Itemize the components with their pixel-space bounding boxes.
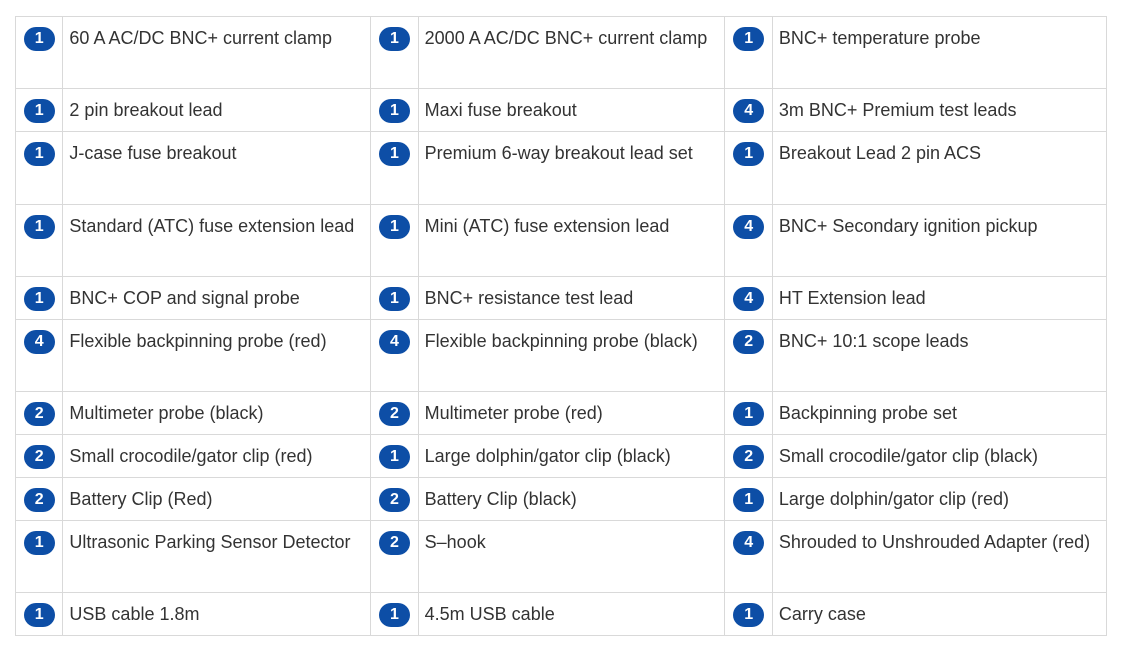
item-label: BNC+ COP and signal probe xyxy=(69,288,300,308)
quantity-cell xyxy=(371,478,418,521)
quantity-cell xyxy=(16,277,63,320)
quantity-cell xyxy=(725,521,772,593)
quantity-cell xyxy=(725,17,772,89)
quantity-badge: 2 xyxy=(24,402,55,426)
item-cell xyxy=(418,132,725,205)
quantity-badge: 1 xyxy=(24,603,55,627)
item-label: Multimeter probe (red) xyxy=(424,403,603,423)
quantity-cell xyxy=(725,89,772,132)
quantity-badge: 1 xyxy=(379,603,410,627)
table-row xyxy=(16,478,1107,521)
item-cell xyxy=(63,89,371,132)
quantity-badge: 4 xyxy=(733,531,764,555)
table-row xyxy=(16,392,1107,435)
quantity-badge: 1 xyxy=(379,215,410,239)
quantity-badge: 1 xyxy=(24,215,55,239)
item-cell xyxy=(63,521,371,593)
item-label: Standard (ATC) fuse extension lead xyxy=(69,216,355,236)
item-cell xyxy=(772,89,1106,132)
quantity-badge: 1 xyxy=(733,603,764,627)
item-cell xyxy=(772,320,1106,392)
table-row xyxy=(16,205,1107,277)
quantity-cell xyxy=(725,320,772,392)
quantity-badge: 2 xyxy=(733,330,764,354)
item-label: 2 pin breakout lead xyxy=(69,100,223,120)
item-cell xyxy=(63,132,371,205)
quantity-cell xyxy=(725,392,772,435)
quantity-cell xyxy=(371,521,418,593)
item-label: BNC+ temperature probe xyxy=(778,28,981,48)
quantity-cell xyxy=(371,17,418,89)
quantity-badge: 1 xyxy=(24,287,55,311)
quantity-cell xyxy=(725,435,772,478)
table-row xyxy=(16,17,1107,89)
item-cell xyxy=(63,435,371,478)
quantity-cell xyxy=(16,392,63,435)
item-label: Large dolphin/gator clip (black) xyxy=(424,446,671,466)
item-label: Large dolphin/gator clip (red) xyxy=(778,489,1010,509)
quantity-cell xyxy=(725,478,772,521)
item-label: 4.5m USB cable xyxy=(424,604,555,624)
quantity-cell xyxy=(371,593,418,636)
quantity-badge: 4 xyxy=(733,215,764,239)
quantity-badge: 2 xyxy=(24,445,55,469)
quantity-badge: 2 xyxy=(379,402,410,426)
item-cell xyxy=(772,17,1106,89)
item-label: BNC+ resistance test lead xyxy=(424,288,634,308)
item-label: Premium 6-way breakout lead set xyxy=(424,143,693,163)
quantity-badge: 1 xyxy=(24,99,55,123)
quantity-cell xyxy=(725,132,772,205)
item-label: J-case fuse breakout xyxy=(69,143,237,163)
quantity-badge: 1 xyxy=(733,488,764,512)
item-cell xyxy=(63,593,371,636)
item-cell xyxy=(418,17,725,89)
quantity-cell xyxy=(725,593,772,636)
item-label: Flexible backpinning probe (red) xyxy=(69,331,327,351)
item-label: Shrouded to Unshrouded Adapter (red) xyxy=(778,532,1091,552)
item-label: BNC+ 10:1 scope leads xyxy=(778,331,969,351)
item-cell xyxy=(418,521,725,593)
quantity-badge: 1 xyxy=(733,402,764,426)
quantity-cell xyxy=(16,320,63,392)
item-cell xyxy=(772,205,1106,277)
quantity-badge: 2 xyxy=(24,488,55,512)
item-cell xyxy=(418,392,725,435)
item-label: HT Extension lead xyxy=(778,288,926,308)
item-cell xyxy=(772,521,1106,593)
kit-contents-table xyxy=(15,16,1107,636)
quantity-cell xyxy=(16,17,63,89)
item-cell xyxy=(63,277,371,320)
item-label: Small crocodile/gator clip (black) xyxy=(778,446,1038,466)
item-label: Maxi fuse breakout xyxy=(424,100,577,120)
quantity-cell xyxy=(371,205,418,277)
quantity-badge: 1 xyxy=(379,27,410,51)
item-label: Flexible backpinning probe (black) xyxy=(424,331,698,351)
item-cell xyxy=(63,17,371,89)
quantity-badge: 1 xyxy=(379,445,410,469)
quantity-badge: 1 xyxy=(733,142,764,166)
quantity-cell xyxy=(16,89,63,132)
table-row xyxy=(16,277,1107,320)
quantity-cell xyxy=(371,89,418,132)
quantity-cell xyxy=(16,132,63,205)
item-label: Battery Clip (black) xyxy=(424,489,577,509)
table-row xyxy=(16,89,1107,132)
table-row xyxy=(16,435,1107,478)
item-label: Small crocodile/gator clip (red) xyxy=(69,446,313,466)
item-label: Breakout Lead 2 pin ACS xyxy=(778,143,982,163)
item-label: 2000 A AC/DC BNC+ current clamp xyxy=(424,28,708,48)
quantity-cell xyxy=(16,478,63,521)
item-cell xyxy=(418,320,725,392)
quantity-badge: 4 xyxy=(379,330,410,354)
item-label: Backpinning probe set xyxy=(778,403,957,423)
item-cell xyxy=(418,593,725,636)
item-cell xyxy=(772,435,1106,478)
item-cell xyxy=(418,478,725,521)
quantity-cell xyxy=(725,277,772,320)
table-row xyxy=(16,320,1107,392)
quantity-cell xyxy=(371,277,418,320)
quantity-badge: 1 xyxy=(379,287,410,311)
kit-contents-body xyxy=(16,17,1107,636)
quantity-cell xyxy=(16,521,63,593)
item-cell xyxy=(63,205,371,277)
quantity-cell xyxy=(371,132,418,205)
quantity-badge: 2 xyxy=(379,488,410,512)
item-cell xyxy=(418,277,725,320)
item-cell xyxy=(63,478,371,521)
quantity-cell xyxy=(371,435,418,478)
item-cell xyxy=(772,392,1106,435)
item-cell xyxy=(418,205,725,277)
item-label: BNC+ Secondary ignition pickup xyxy=(778,216,1038,236)
quantity-badge: 1 xyxy=(24,531,55,555)
quantity-cell xyxy=(371,320,418,392)
item-label: USB cable 1.8m xyxy=(69,604,200,624)
item-cell xyxy=(418,89,725,132)
quantity-cell xyxy=(725,205,772,277)
item-label: Multimeter probe (black) xyxy=(69,403,264,423)
item-cell xyxy=(63,392,371,435)
quantity-badge: 1 xyxy=(24,142,55,166)
quantity-badge: 2 xyxy=(733,445,764,469)
quantity-cell xyxy=(371,392,418,435)
item-label: Ultrasonic Parking Sensor Detector xyxy=(69,532,351,552)
quantity-badge: 1 xyxy=(24,27,55,51)
item-cell xyxy=(772,277,1106,320)
item-label: S–hook xyxy=(424,532,486,552)
quantity-cell xyxy=(16,435,63,478)
item-cell xyxy=(63,320,371,392)
table-row xyxy=(16,132,1107,205)
quantity-badge: 4 xyxy=(733,99,764,123)
item-cell xyxy=(772,132,1106,205)
table-row xyxy=(16,593,1107,636)
item-cell xyxy=(772,478,1106,521)
item-label: 3m BNC+ Premium test leads xyxy=(778,100,1017,120)
quantity-badge: 1 xyxy=(733,27,764,51)
item-label: Battery Clip (Red) xyxy=(69,489,213,509)
quantity-badge: 2 xyxy=(379,531,410,555)
item-cell xyxy=(418,435,725,478)
quantity-badge: 1 xyxy=(379,142,410,166)
quantity-badge: 1 xyxy=(379,99,410,123)
item-cell xyxy=(772,593,1106,636)
table-row xyxy=(16,521,1107,593)
quantity-badge: 4 xyxy=(24,330,55,354)
item-label: Carry case xyxy=(778,604,866,624)
item-label: 60 A AC/DC BNC+ current clamp xyxy=(69,28,333,48)
quantity-badge: 4 xyxy=(733,287,764,311)
quantity-cell xyxy=(16,593,63,636)
quantity-cell xyxy=(16,205,63,277)
item-label: Mini (ATC) fuse extension lead xyxy=(424,216,670,236)
